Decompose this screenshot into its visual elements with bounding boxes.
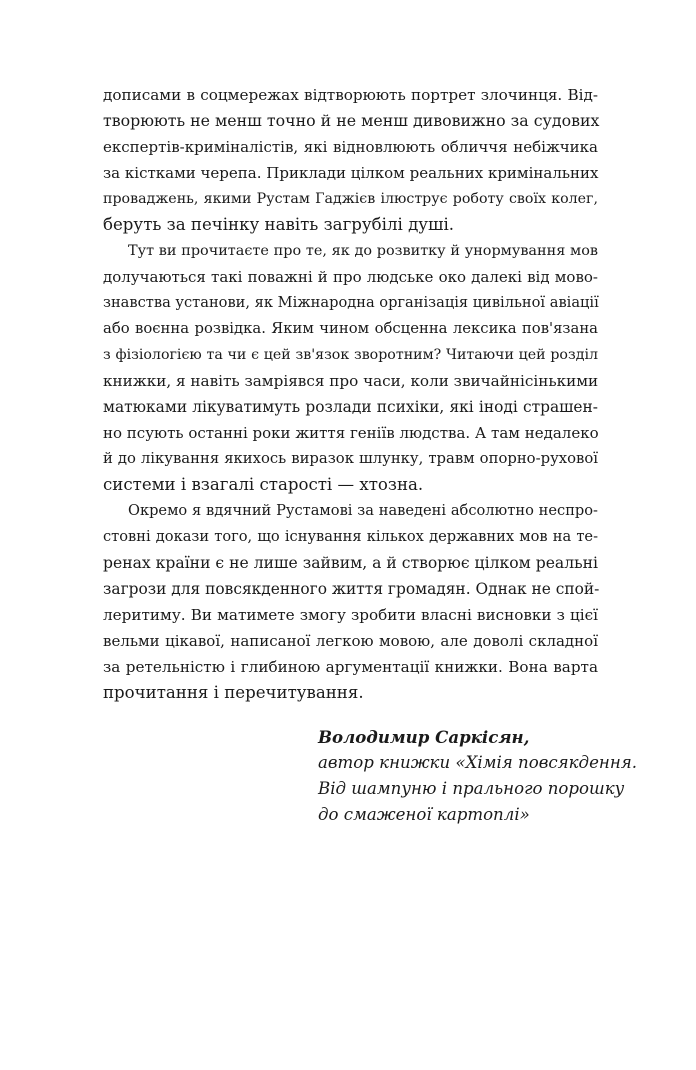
text-line: Тут ви прочитаєте про те, як до розвитку й унормування мов — [128, 243, 598, 259]
text-line: дописами в соцмережах відтворюють портрет злочинця. Від- — [103, 86, 598, 104]
text-line: за ретельністю і глибиною аргументації книжки. Вона варта — [103, 658, 598, 676]
signature-line: Від шампуню і прального порошку — [318, 779, 625, 798]
text-line: або воєнна розвідка. Яким чином обсценна лексика пов'язана — [103, 320, 598, 337]
text-line: ренах країни є не лише зайвим, а й створює цілком реальні — [103, 554, 598, 572]
text-line: знавства установи, як Міжнародна організація цивільної авіації — [103, 294, 599, 311]
text-line: вельми цікавої, написаної легкою мовою, але доволі складної — [103, 632, 598, 650]
text-line: долучаються такі поважні й про людське око далекі від мово- — [103, 268, 598, 286]
text-line: матюками лікуватимуть розлади психіки, які іноді страшен- — [103, 398, 598, 416]
text-line: за кістками черепа. Приклади цілком реальних кримінальних — [103, 164, 599, 182]
text-line: проваджень, якими Рустам Гаджієв ілюструє роботу своїх колег, — [103, 191, 598, 207]
text-line: но псують останні роки життя геніїв людства. А там недалеко — [103, 424, 599, 442]
text-line: Окремо я вдячний Рустамові за наведені абсолютно неспро- — [128, 502, 598, 519]
signature-line: автор книжки «Хімія повсякдення. — [318, 753, 638, 772]
text-line: з фізіологією та чи є цей зв'язок зворотним? Читаючи цей розділ — [103, 347, 598, 363]
text-line: загрози для повсякденного життя громадян. Однак не спой- — [103, 580, 600, 598]
text-line: системи і взагалі старості — хтозна. — [103, 475, 424, 494]
text-line: експертів-криміналістів, які відновлюють обличчя небіжчика — [103, 138, 598, 156]
text-line: прочитання і перечитування. — [103, 683, 364, 702]
text-line: й до лікування якихось виразок шлунку, травм опорно-рухової — [103, 450, 598, 467]
text-line: стовні докази того, що існування кількох державних мов на те- — [103, 528, 598, 545]
text-line: леритиму. Ви матимете змогу зробити власні висновки з цієї — [103, 606, 598, 624]
signature-line: до смаженої картоплі» — [318, 805, 530, 824]
text-line: книжки, я навіть замріявся про часи, коли звичайнісінькими — [103, 372, 599, 390]
signature-name: Володимир Саркісян, — [318, 727, 530, 747]
text-line: творюють не менш точно й не менш дивовижно за судових — [103, 111, 600, 130]
text-line: беруть за печінку навіть загрубілі душі. — [103, 215, 455, 234]
